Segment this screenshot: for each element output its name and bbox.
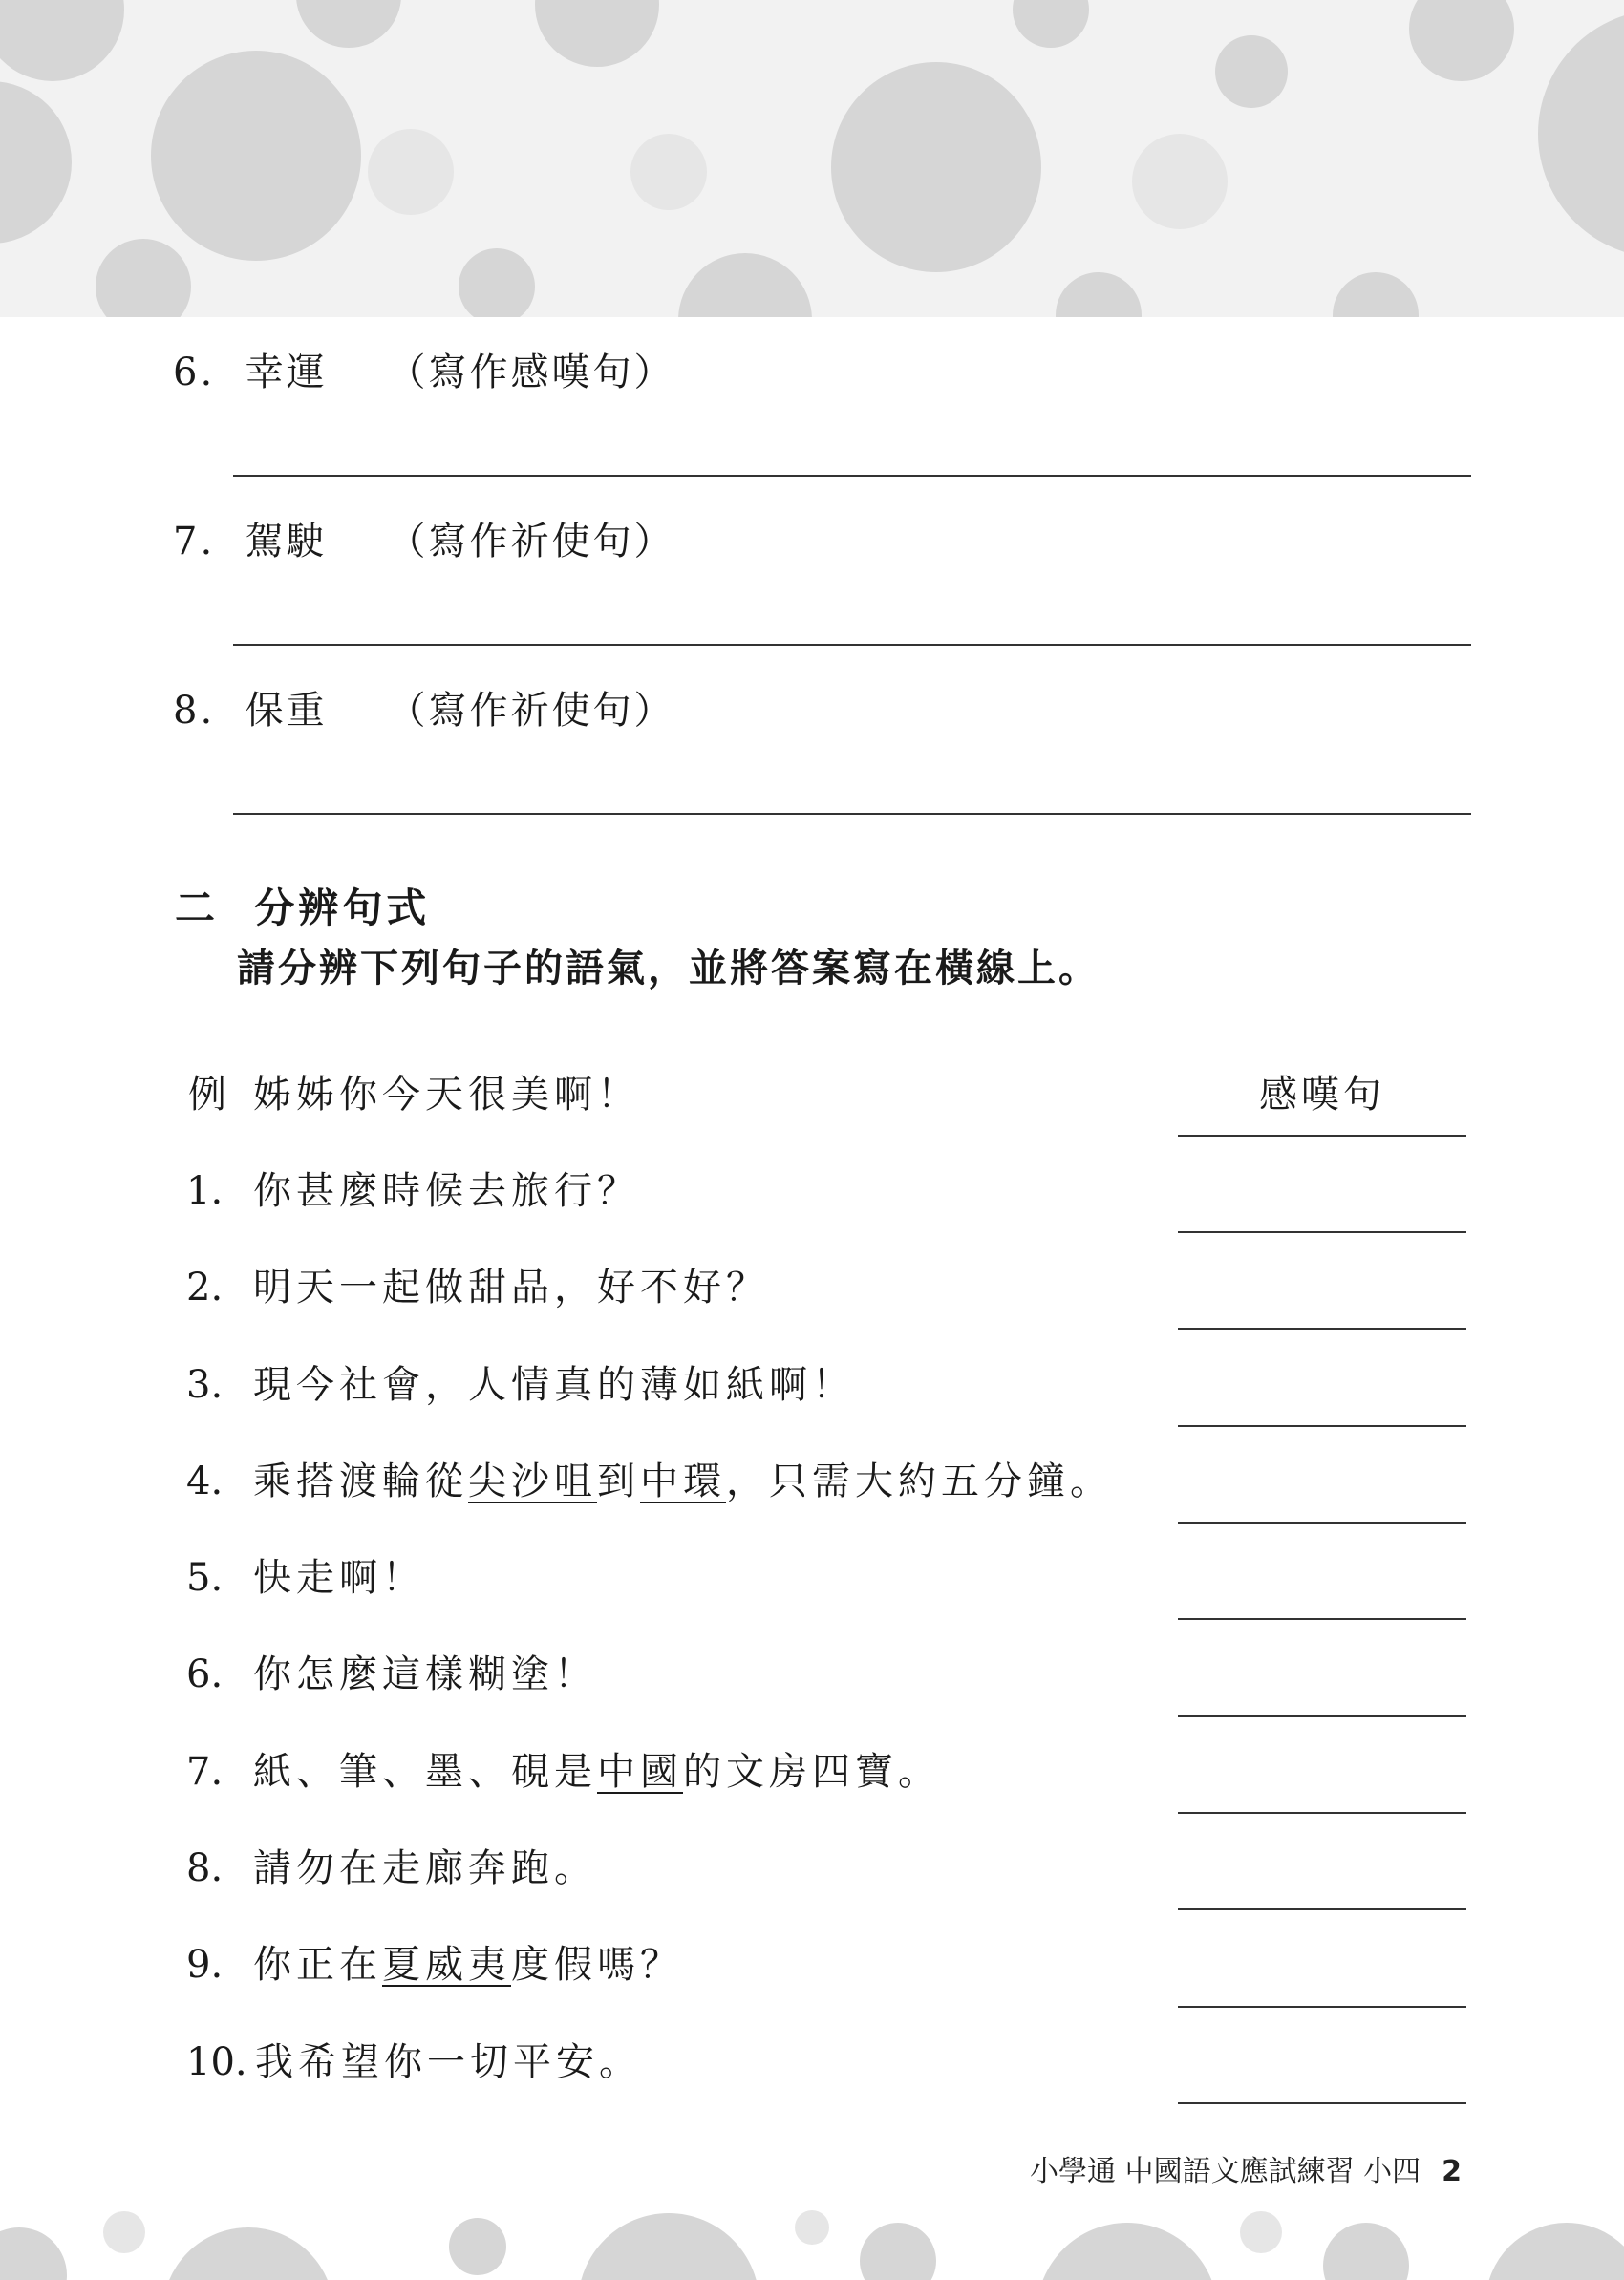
question-text: 你怎麼這樣糊塗！ [253, 1652, 597, 1696]
question-text: 到 [597, 1460, 640, 1503]
question-row [186, 1257, 769, 1311]
question-number: 5. [186, 1556, 224, 1600]
place-name: 尖沙咀 [468, 1460, 597, 1503]
question-number: 4. [186, 1460, 224, 1503]
question-text: 乘搭渡輪從 [253, 1460, 468, 1503]
question-text: 度假嗎？ [511, 1943, 683, 1987]
question-number: 8. [186, 1846, 224, 1890]
top-circle-decoration [0, 0, 1624, 317]
answer-line[interactable] [1178, 1522, 1466, 1524]
page-footer [1030, 2147, 1462, 2189]
answer-line[interactable] [1178, 1812, 1466, 1814]
sentence-item [173, 511, 674, 565]
bottom-circle-decoration [0, 2208, 1624, 2280]
sentence-item [173, 342, 674, 396]
question-row [186, 1644, 597, 1698]
question-text: 的文房四寶。 [683, 1750, 941, 1794]
example-row [188, 1064, 640, 1119]
question-row [186, 1838, 597, 1892]
item-instruction: （寫作祈使句） [387, 520, 675, 564]
question-text: 請勿在走廊奔跑。 [253, 1846, 597, 1890]
page-number: 2 [1442, 2155, 1462, 2188]
question-number: 3. [186, 1363, 224, 1407]
question-text: 你正在 [253, 1943, 382, 1987]
answer-line[interactable] [1178, 2006, 1466, 2008]
item-instruction: （寫作祈使句） [387, 689, 675, 733]
question-row [186, 1547, 425, 1602]
section-title [175, 877, 430, 934]
answer-line[interactable] [233, 813, 1471, 815]
item-number: 6. [173, 351, 216, 394]
question-row [186, 1741, 941, 1796]
question-row [186, 1354, 855, 1409]
question-number: 9. [186, 1943, 224, 1987]
question-text: 明天一起做甜品，好不好？ [253, 1266, 769, 1310]
question-number: 6. [186, 1652, 224, 1696]
section-number: 二 [175, 884, 220, 931]
answer-line[interactable] [1178, 2102, 1466, 2104]
section-instruction: 請分辨下列句子的語氣，並將答案寫在橫線上。 [237, 947, 1100, 991]
item-number: 8. [173, 689, 216, 733]
question-number: 1. [186, 1169, 224, 1213]
example-answer-line [1178, 1135, 1466, 1137]
answer-line[interactable] [1178, 1618, 1466, 1620]
question-text: 快走啊！ [253, 1556, 425, 1600]
answer-line[interactable] [1178, 1425, 1466, 1427]
question-number: 7. [186, 1750, 224, 1794]
place-name: 夏威夷 [382, 1943, 511, 1987]
section-name: 分辨句式 [254, 884, 431, 931]
item-word: 幸運 [245, 351, 328, 394]
place-name: 中環 [640, 1460, 726, 1503]
item-word: 駕駛 [245, 520, 328, 564]
place-name: 中國 [597, 1750, 683, 1794]
question-text: ，只需大約五分鐘。 [726, 1460, 1113, 1503]
item-instruction: （寫作感嘆句） [387, 351, 675, 394]
example-label: 例 [188, 1073, 226, 1117]
question-row [186, 1934, 683, 1989]
question-row [186, 1451, 1113, 1505]
question-row [186, 2032, 642, 2086]
answer-line[interactable] [233, 475, 1471, 477]
question-text: 現今社會，人情真的薄如紙啊！ [253, 1363, 855, 1407]
answer-line[interactable] [1178, 1231, 1466, 1233]
item-number: 7. [173, 520, 216, 564]
answer-line[interactable] [1178, 1328, 1466, 1330]
question-number: 10. [186, 2040, 247, 2084]
example-sentence: 姊姊你今天很美啊！ [253, 1073, 640, 1117]
sentence-item [173, 680, 674, 735]
example-answer: 感嘆句 [1259, 1073, 1385, 1117]
question-number: 2. [186, 1266, 224, 1310]
question-row [186, 1161, 640, 1215]
book-title: 小學通 中國語文應試練習 小四 [1030, 2155, 1421, 2188]
item-word: 保重 [245, 689, 328, 733]
question-text: 我希望你一切平安。 [255, 2040, 642, 2084]
question-text: 你甚麼時候去旅行？ [253, 1169, 640, 1213]
answer-line[interactable] [1178, 1715, 1466, 1717]
answer-line[interactable] [1178, 1908, 1466, 1910]
answer-line[interactable] [233, 644, 1471, 646]
question-text: 紙、筆、墨、硯是 [253, 1750, 597, 1794]
